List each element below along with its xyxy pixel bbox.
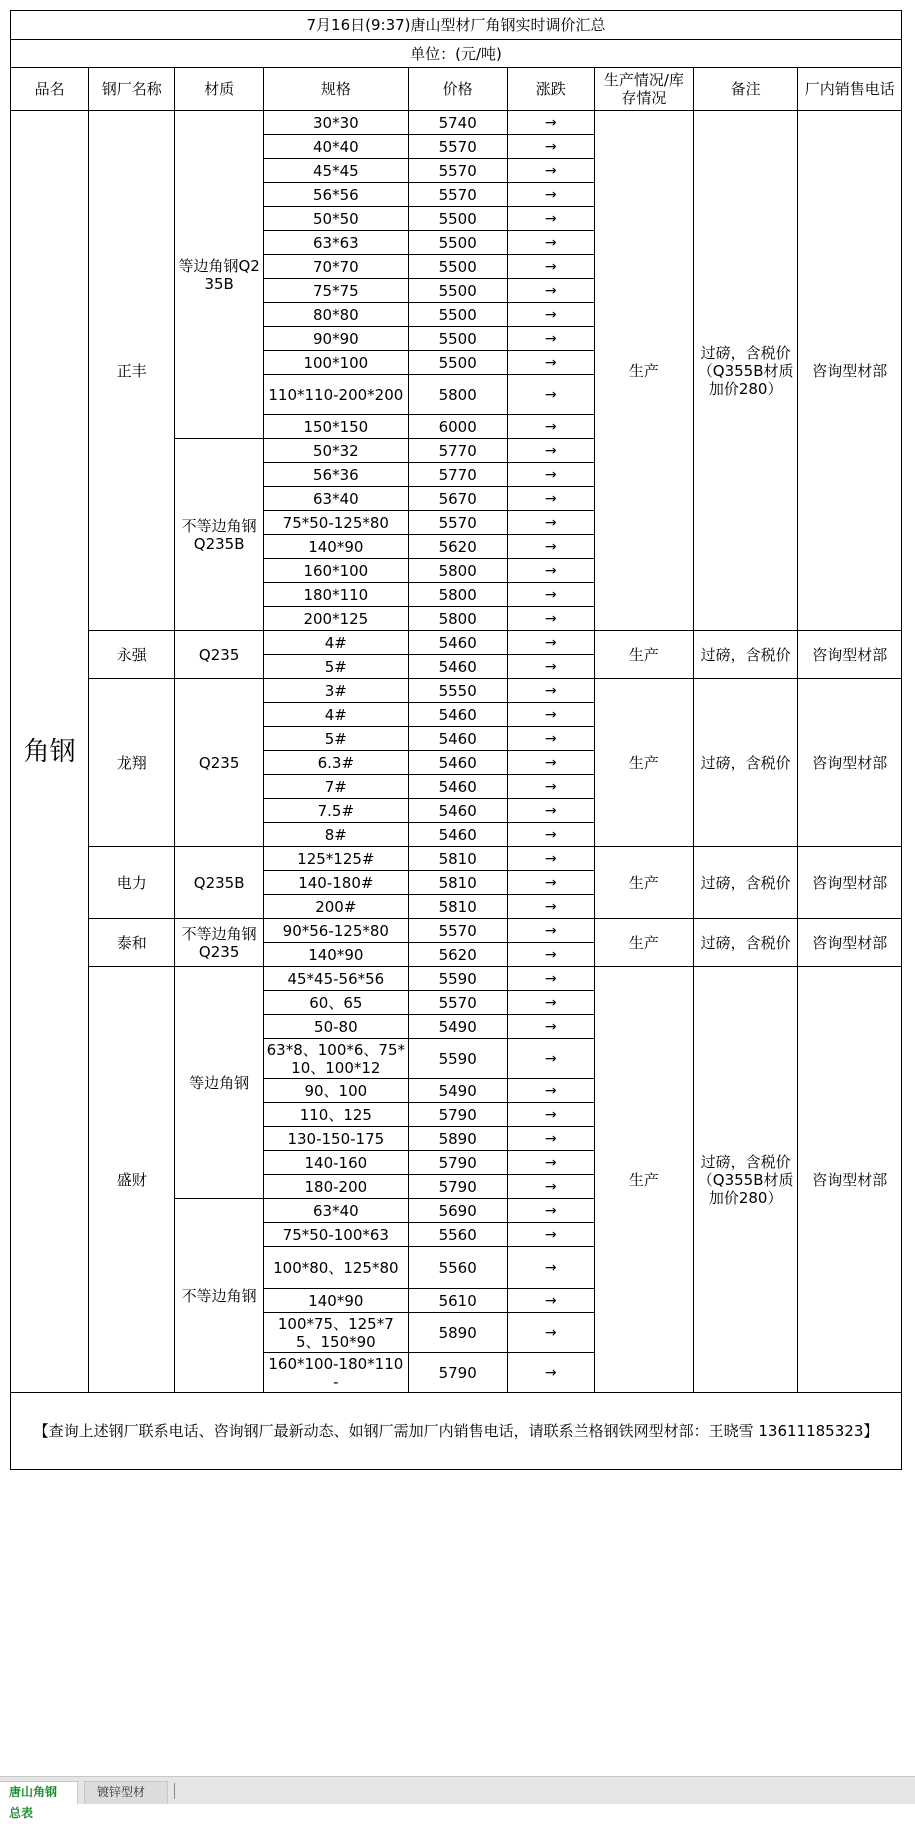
spec-cell: 56*56 (263, 183, 408, 207)
header-change: 涨跌 (507, 68, 594, 111)
spec-cell: 6.3# (263, 751, 408, 775)
change-arrow-icon: → (507, 631, 594, 655)
spec-cell: 60、65 (263, 991, 408, 1015)
change-arrow-icon: → (507, 415, 594, 439)
price-cell: 5620 (408, 943, 507, 967)
change-arrow-icon: → (507, 751, 594, 775)
change-arrow-icon: → (507, 823, 594, 847)
material-cell: Q235 (175, 631, 264, 679)
change-arrow-icon: → (507, 111, 594, 135)
change-arrow-icon: → (507, 1353, 594, 1393)
price-cell: 5490 (408, 1015, 507, 1039)
price-cell: 5460 (408, 703, 507, 727)
material-cell: 等边角钢Q235B (175, 111, 264, 439)
price-cell: 5500 (408, 279, 507, 303)
price-cell: 5570 (408, 919, 507, 943)
tab-divider (174, 1783, 175, 1799)
mill-name: 电力 (89, 847, 175, 919)
change-arrow-icon: → (507, 1103, 594, 1127)
change-arrow-icon: → (507, 655, 594, 679)
change-arrow-icon: → (507, 1151, 594, 1175)
material-cell: Q235 (175, 679, 264, 847)
change-arrow-icon: → (507, 1199, 594, 1223)
change-arrow-icon: → (507, 991, 594, 1015)
price-cell: 5800 (408, 583, 507, 607)
table-row (11, 111, 902, 135)
price-cell: 5500 (408, 231, 507, 255)
price-cell: 5590 (408, 967, 507, 991)
change-arrow-icon: → (507, 799, 594, 823)
mill-name: 龙翔 (89, 679, 175, 847)
spec-cell: 90、100 (263, 1079, 408, 1103)
spec-cell: 4# (263, 703, 408, 727)
spec-cell: 100*100 (263, 351, 408, 375)
material-cell: Q235B (175, 847, 264, 919)
note-cell: 过磅，含税价 (693, 847, 798, 919)
spec-cell: 40*40 (263, 135, 408, 159)
change-arrow-icon: → (507, 439, 594, 463)
change-arrow-icon: → (507, 583, 594, 607)
spec-cell: 63*8、100*6、75*10、100*12 (263, 1039, 408, 1079)
change-arrow-icon: → (507, 607, 594, 631)
price-cell: 5560 (408, 1223, 507, 1247)
spec-cell: 130-150-175 (263, 1127, 408, 1151)
spec-cell: 3# (263, 679, 408, 703)
price-table (10, 10, 902, 1470)
contact-footer: 【查询上述钢厂联系电话、咨询钢厂最新动态、如钢厂需加厂内销售电话，请联系兰格钢铁网型材部：王晓雪 13611185323】 (11, 1393, 902, 1470)
table-row (11, 967, 902, 991)
spec-cell: 50*32 (263, 439, 408, 463)
material-cell: 不等边角钢 (175, 1199, 264, 1393)
spec-cell: 45*45 (263, 159, 408, 183)
price-cell: 5490 (408, 1079, 507, 1103)
change-arrow-icon: → (507, 327, 594, 351)
change-arrow-icon: → (507, 1127, 594, 1151)
spec-cell: 30*30 (263, 111, 408, 135)
mill-name: 永强 (89, 631, 175, 679)
price-cell: 5800 (408, 607, 507, 631)
spec-cell: 150*150 (263, 415, 408, 439)
table-row (11, 631, 902, 655)
production-status: 生产 (594, 967, 693, 1393)
price-cell: 5810 (408, 895, 507, 919)
mill-name: 正丰 (89, 111, 175, 631)
header-product: 品名 (11, 68, 89, 111)
price-cell: 5460 (408, 775, 507, 799)
spec-cell: 100*75、125*75、150*90 (263, 1313, 408, 1353)
change-arrow-icon: → (507, 967, 594, 991)
sales-phone-cell: 咨询型材部 (798, 679, 902, 847)
header-phone: 厂内销售电话 (798, 68, 902, 111)
unit-label: 单位：(元/吨) (11, 40, 902, 68)
price-cell: 5460 (408, 655, 507, 679)
price-cell: 5620 (408, 535, 507, 559)
change-arrow-icon: → (507, 487, 594, 511)
spec-cell: 100*80、125*80 (263, 1247, 408, 1289)
change-arrow-icon: → (507, 1175, 594, 1199)
change-arrow-icon: → (507, 775, 594, 799)
price-cell: 5770 (408, 439, 507, 463)
sales-phone-cell: 咨询型材部 (798, 919, 902, 967)
production-status: 生产 (594, 847, 693, 919)
price-cell: 5460 (408, 727, 507, 751)
price-cell: 5790 (408, 1103, 507, 1127)
spec-cell: 180*110 (263, 583, 408, 607)
price-cell: 5690 (408, 1199, 507, 1223)
price-cell: 5460 (408, 631, 507, 655)
price-cell: 6000 (408, 415, 507, 439)
production-status: 生产 (594, 919, 693, 967)
change-arrow-icon: → (507, 279, 594, 303)
price-cell: 5790 (408, 1353, 507, 1393)
change-arrow-icon: → (507, 135, 594, 159)
spec-cell: 160*100 (263, 559, 408, 583)
spec-cell: 63*40 (263, 1199, 408, 1223)
note-cell: 过磅，含税价 (693, 679, 798, 847)
spec-cell: 70*70 (263, 255, 408, 279)
header-note: 备注 (693, 68, 798, 111)
mill-name: 盛财 (89, 967, 175, 1393)
price-cell: 5460 (408, 799, 507, 823)
production-status: 生产 (594, 631, 693, 679)
price-cell: 5560 (408, 1247, 507, 1289)
production-status: 生产 (594, 111, 693, 631)
spec-cell: 63*40 (263, 487, 408, 511)
price-cell: 5500 (408, 255, 507, 279)
change-arrow-icon: → (507, 679, 594, 703)
price-cell: 5810 (408, 847, 507, 871)
spec-cell: 8# (263, 823, 408, 847)
price-cell: 5670 (408, 487, 507, 511)
change-arrow-icon: → (507, 463, 594, 487)
spec-cell: 5# (263, 655, 408, 679)
price-cell: 5610 (408, 1289, 507, 1313)
price-cell: 5770 (408, 463, 507, 487)
spec-cell: 110*110-200*200 (263, 375, 408, 415)
sales-phone-cell: 咨询型材部 (798, 631, 902, 679)
header-spec: 规格 (263, 68, 408, 111)
price-cell: 5550 (408, 679, 507, 703)
price-cell: 5500 (408, 351, 507, 375)
change-arrow-icon: → (507, 871, 594, 895)
spec-cell: 56*36 (263, 463, 408, 487)
change-arrow-icon: → (507, 847, 594, 871)
spec-cell: 200*125 (263, 607, 408, 631)
spec-cell: 7.5# (263, 799, 408, 823)
price-cell: 5500 (408, 303, 507, 327)
spec-cell: 45*45-56*56 (263, 967, 408, 991)
spec-cell: 200# (263, 895, 408, 919)
change-arrow-icon: → (507, 703, 594, 727)
price-cell: 5570 (408, 991, 507, 1015)
note-cell: 过磅，含税价（Q355B材质加价280） (693, 967, 798, 1393)
change-arrow-icon: → (507, 1289, 594, 1313)
spec-cell: 125*125# (263, 847, 408, 871)
change-arrow-icon: → (507, 511, 594, 535)
spec-cell: 5# (263, 727, 408, 751)
spec-cell: 140*90 (263, 535, 408, 559)
table-row (11, 919, 902, 943)
price-cell: 5740 (408, 111, 507, 135)
spec-cell: 4# (263, 631, 408, 655)
spec-cell: 140-180# (263, 871, 408, 895)
change-arrow-icon: → (507, 919, 594, 943)
spec-cell: 75*50-125*80 (263, 511, 408, 535)
change-arrow-icon: → (507, 1039, 594, 1079)
price-cell: 5810 (408, 871, 507, 895)
change-arrow-icon: → (507, 1223, 594, 1247)
change-arrow-icon: → (507, 535, 594, 559)
price-cell: 5890 (408, 1313, 507, 1353)
sheet-tab-bar (0, 1776, 915, 1820)
price-cell: 5800 (408, 559, 507, 583)
change-arrow-icon: → (507, 183, 594, 207)
sheet-title: 7月16日(9:37)唐山型材厂角钢实时调价汇总 (11, 11, 902, 40)
change-arrow-icon: → (507, 231, 594, 255)
material-cell: 不等边角钢Q235B (175, 439, 264, 631)
mill-name: 泰和 (89, 919, 175, 967)
header-price: 价格 (408, 68, 507, 111)
change-arrow-icon: → (507, 303, 594, 327)
price-cell: 5800 (408, 375, 507, 415)
price-cell: 5460 (408, 823, 507, 847)
price-cell: 5790 (408, 1151, 507, 1175)
spec-cell: 63*63 (263, 231, 408, 255)
spec-cell: 50-80 (263, 1015, 408, 1039)
spec-cell: 75*50-100*63 (263, 1223, 408, 1247)
spec-cell: 90*56-125*80 (263, 919, 408, 943)
price-cell: 5590 (408, 1039, 507, 1079)
note-cell: 过磅，含税价（Q355B材质加价280） (693, 111, 798, 631)
header-mill: 钢厂名称 (89, 68, 175, 111)
sales-phone-cell: 咨询型材部 (798, 847, 902, 919)
sheet-tab-galvanized[interactable]: 镀锌型材 (84, 1781, 168, 1804)
spec-cell: 80*80 (263, 303, 408, 327)
spec-cell: 110、125 (263, 1103, 408, 1127)
price-cell: 5570 (408, 183, 507, 207)
spec-cell: 140*90 (263, 1289, 408, 1313)
sheet-tab-angle-steel[interactable]: 唐山角钢总表 (0, 1781, 78, 1804)
table-row (11, 847, 902, 871)
spec-cell: 160*100-180*110- (263, 1353, 408, 1393)
spec-cell: 140*90 (263, 943, 408, 967)
price-cell: 5500 (408, 327, 507, 351)
spec-cell: 75*75 (263, 279, 408, 303)
change-arrow-icon: → (507, 255, 594, 279)
change-arrow-icon: → (507, 559, 594, 583)
spec-cell: 180-200 (263, 1175, 408, 1199)
sales-phone-cell: 咨询型材部 (798, 111, 902, 631)
note-cell: 过磅，含税价 (693, 919, 798, 967)
price-cell: 5570 (408, 511, 507, 535)
change-arrow-icon: → (507, 943, 594, 967)
spec-cell: 140-160 (263, 1151, 408, 1175)
price-cell: 5790 (408, 1175, 507, 1199)
price-cell: 5890 (408, 1127, 507, 1151)
change-arrow-icon: → (507, 1015, 594, 1039)
header-material: 材质 (175, 68, 264, 111)
material-cell: 等边角钢 (175, 967, 264, 1199)
spec-cell: 7# (263, 775, 408, 799)
change-arrow-icon: → (507, 351, 594, 375)
spec-cell: 90*90 (263, 327, 408, 351)
table-row (11, 679, 902, 703)
change-arrow-icon: → (507, 375, 594, 415)
product-name: 角钢 (11, 111, 89, 1393)
price-cell: 5570 (408, 159, 507, 183)
price-cell: 5460 (408, 751, 507, 775)
change-arrow-icon: → (507, 727, 594, 751)
change-arrow-icon: → (507, 1079, 594, 1103)
change-arrow-icon: → (507, 895, 594, 919)
change-arrow-icon: → (507, 1313, 594, 1353)
change-arrow-icon: → (507, 207, 594, 231)
note-cell: 过磅，含税价 (693, 631, 798, 679)
material-cell: 不等边角钢Q235 (175, 919, 264, 967)
spec-cell: 50*50 (263, 207, 408, 231)
change-arrow-icon: → (507, 159, 594, 183)
production-status: 生产 (594, 679, 693, 847)
price-cell: 5500 (408, 207, 507, 231)
sales-phone-cell: 咨询型材部 (798, 967, 902, 1393)
change-arrow-icon: → (507, 1247, 594, 1289)
price-cell: 5570 (408, 135, 507, 159)
header-status: 生产情况/库存情况 (594, 68, 693, 111)
